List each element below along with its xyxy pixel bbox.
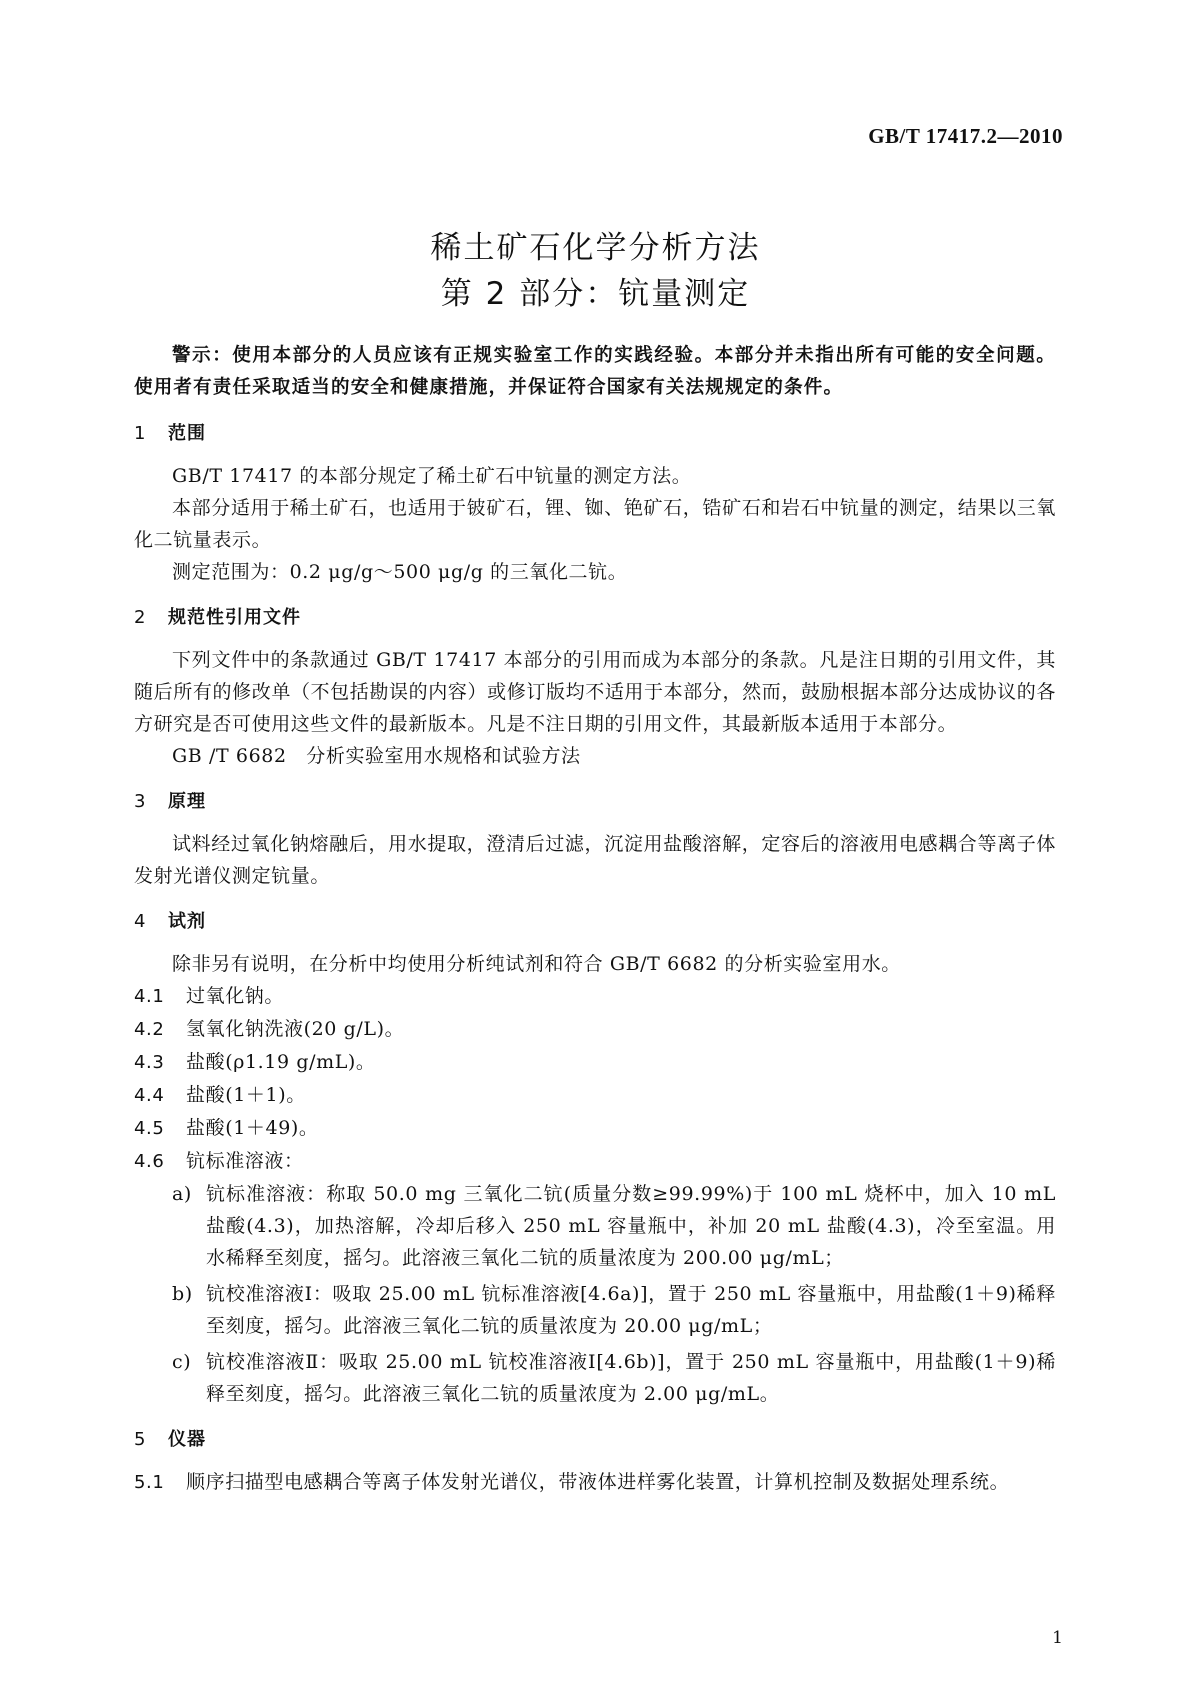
sub-item-text: 钪校准溶液Ⅰ：吸取 25.00 mL 钪标准溶液[4.6a)]，置于 250 mL 容量瓶中，用盐酸(1＋9)稀释至刻度，摇匀。此溶液三氧化二钪的质量浓度为 20.00 μg/mL； [206,1283,1056,1337]
section-number: 4 [134,911,147,932]
section-heading-scope [134,418,1056,450]
document-body [134,340,1056,1499]
section-heading-principle [134,786,1056,818]
section-heading-reagents [134,906,1056,938]
item-number: 4.6 [134,1151,165,1172]
item-text: 盐酸(1＋1)。 [186,1084,306,1106]
section-title: 原理 [168,791,206,812]
sub-item-label: b) [172,1283,193,1305]
sub-item [134,1178,1056,1274]
item-number: 5.1 [134,1472,165,1493]
warning-paragraph: 警示：使用本部分的人员应该有正规实验室工作的实践经验。本部分并未指出所有可能的安全问题。使用者有责任采取适当的安全和健康措施，并保证符合国家有关法规规定的条件。 [134,345,1056,398]
sub-item-text: 钪标准溶液：称取 50.0 mg 三氧化二钪(质量分数≥99.99%)于 100 mL 烧杯中，加入 10 mL 盐酸(4.3)，加热溶解，冷却后移入 250 mL 容量瓶中，补加 20 mL 盐酸(4.3)，冷至室温。用水稀释至刻度，摇匀。此溶液三氧化二钪的质量浓度为 200.00 μg/mL； [206,1183,1056,1269]
list-item [134,1079,1056,1112]
document-title: 稀土矿石化学分析方法 [430,230,761,266]
paragraph: 本部分适用于稀土矿石，也适用于铍矿石，锂、铷、铯矿石，锆矿石和岩石中钪量的测定，结果以三氧化二钪量表示。 [134,497,1056,551]
item-number: 4.4 [134,1085,165,1106]
paragraph: 下列文件中的条款通过 GB/T 17417 本部分的引用而成为本部分的条款。凡是注日期的引用文件，其随后所有的修改单（不包括勘误的内容）或修订版均不适用于本部分，然而，鼓励根据本部分达成协议的各方研究是否可使用这些文件的最新版本。凡是不注日期的引用文件，其最新版本适用于本部分。 [134,649,1056,735]
list-item [134,980,1056,1013]
item-number: 4.2 [134,1019,165,1040]
section-heading-refs [134,602,1056,634]
item-text: 过氧化钠。 [186,985,285,1007]
section-number: 1 [134,423,147,444]
sub-item-text: 钪校准溶液Ⅱ：吸取 25.00 mL 钪校准溶液Ⅰ[4.6b)]，置于 250 mL 容量瓶中，用盐酸(1＋9)稀释至刻度，摇匀。此溶液三氧化二钪的质量浓度为 2.00 μg/mL。 [206,1351,1056,1405]
document-subtitle: 第 2 部分：钪量测定 [440,276,751,312]
section-title: 仪器 [168,1429,206,1450]
paragraph: 试料经过氧化钠熔融后，用水提取，澄清后过滤，沉淀用盐酸溶解，定容后的溶液用电感耦合等离子体发射光谱仪测定钪量。 [134,833,1056,887]
paragraph: 除非另有说明，在分析中均使用分析纯试剂和符合 GB/T 6682 的分析实验室用水。 [172,953,901,975]
standard-number: GB/T 17417.2—2010 [868,124,1063,148]
sub-item [134,1346,1056,1410]
section-title: 试剂 [168,911,206,932]
item-text: 顺序扫描型电感耦合等离子体发射光谱仪，带液体进样雾化装置，计算机控制及数据处理系统。 [186,1471,1010,1493]
list-item [134,1466,1056,1499]
paragraph: GB/T 17417 的本部分规定了稀土矿石中钪量的测定方法。 [172,465,692,487]
sub-item [134,1278,1056,1342]
section-number: 3 [134,791,147,812]
item-text: 盐酸(ρ1.19 g/mL)。 [186,1051,376,1073]
item-text: 氢氧化钠洗液(20 g/L)。 [186,1018,405,1040]
list-item [134,1112,1056,1145]
sub-item-label: a) [172,1183,192,1205]
sub-item-label: c) [172,1351,192,1373]
section-number: 2 [134,607,147,628]
item-number: 4.3 [134,1052,165,1073]
item-number: 4.5 [134,1118,165,1139]
section-title: 规范性引用文件 [168,607,301,628]
list-item [134,1145,1056,1178]
section-heading-apparatus [134,1424,1056,1456]
paragraph: 测定范围为：0.2 μg/g～500 μg/g 的三氧化二钪。 [172,561,628,583]
section-number: 5 [134,1429,147,1450]
item-number: 4.1 [134,986,165,1007]
item-text: 盐酸(1＋49)。 [186,1117,319,1139]
item-text: 钪标准溶液： [186,1150,304,1172]
list-item [134,1013,1056,1046]
page-number: 1 [1052,1628,1063,1648]
section-title: 范围 [168,423,206,444]
list-item [134,1046,1056,1079]
reference-entry: GB /T 6682 分析实验室用水规格和试验方法 [172,745,581,767]
